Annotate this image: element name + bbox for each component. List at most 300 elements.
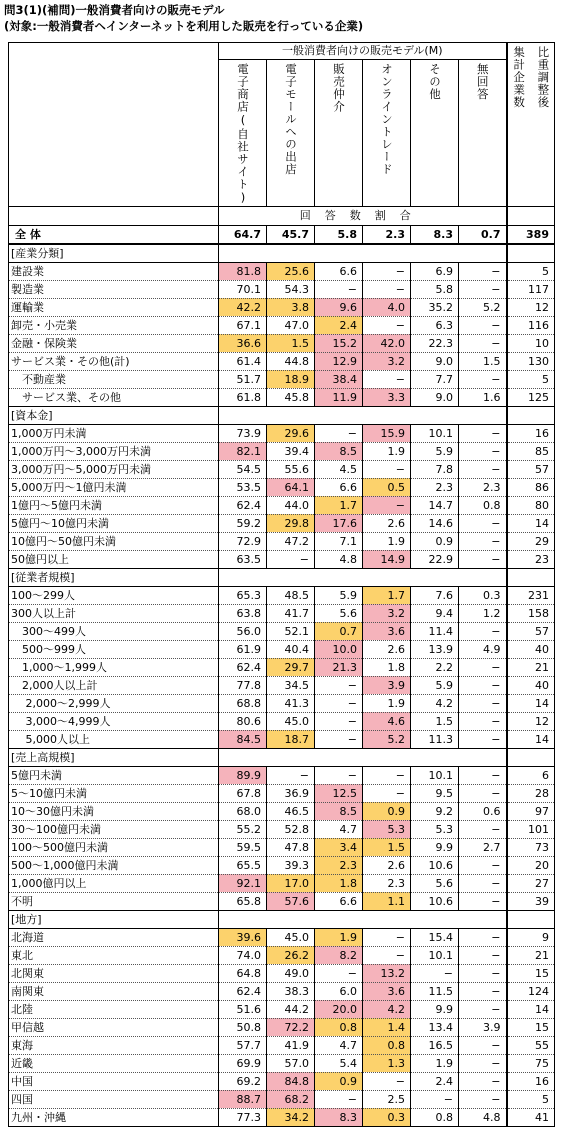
cell-value: 1.5 <box>411 712 459 730</box>
cell-value: 13.2 <box>363 964 411 982</box>
cell-value: − <box>315 964 363 982</box>
cell-count: 21 <box>507 658 555 676</box>
column-header-0 <box>219 60 267 206</box>
cell-value: 45.8 <box>267 388 315 406</box>
cell-value: 2.5 <box>363 1090 411 1108</box>
column-header-label: 販売仲介 <box>332 63 346 113</box>
row-label: 3,000〜4,999人 <box>9 712 219 730</box>
cell-count: 57 <box>507 622 555 640</box>
cell-value: 67.8 <box>219 784 267 802</box>
cell-count: 12 <box>507 712 555 730</box>
cell-value: 57.6 <box>267 892 315 910</box>
row-label: 10〜30億円未満 <box>9 802 219 820</box>
cell-value: 52.1 <box>267 622 315 640</box>
table-row <box>9 640 555 658</box>
cell-value: 7.6 <box>411 586 459 604</box>
cell-count: 130 <box>507 352 555 370</box>
cell-value: − <box>459 370 507 388</box>
data-table <box>8 42 555 1127</box>
cell-count: 27 <box>507 874 555 892</box>
section-blank <box>219 748 507 766</box>
cell-value: 9.0 <box>411 352 459 370</box>
cell-value: 5.9 <box>315 586 363 604</box>
cell-count: 75 <box>507 1054 555 1072</box>
table-row <box>9 1072 555 1090</box>
cell-value: 65.8 <box>219 892 267 910</box>
column-header-label: 電子モールへの出店 <box>284 63 298 176</box>
cell-value: 5.4 <box>315 1054 363 1072</box>
cell-value: 3.2 <box>363 604 411 622</box>
row-label: 1,000万円〜3,000万円未満 <box>9 442 219 460</box>
total-row <box>9 225 555 244</box>
cell-value: 26.2 <box>267 946 315 964</box>
cell-value: 62.4 <box>219 982 267 1000</box>
row-label: 東北 <box>9 946 219 964</box>
cell-value: 0.3 <box>459 586 507 604</box>
row-label: 近畿 <box>9 1054 219 1072</box>
cell-value: 3.9 <box>459 1018 507 1036</box>
cell-value: 61.8 <box>219 388 267 406</box>
cell-value: 0.8 <box>411 1108 459 1126</box>
cell-value: 1.5 <box>363 838 411 856</box>
cell-value: 10.1 <box>411 946 459 964</box>
cell-count: 14 <box>507 694 555 712</box>
cell-value: − <box>411 1090 459 1108</box>
column-header-4 <box>411 60 459 206</box>
cell-value: 1.5 <box>459 352 507 370</box>
cell-value: − <box>459 532 507 550</box>
count-header <box>507 43 555 207</box>
cell-value: 46.5 <box>267 802 315 820</box>
cell-value: 10.6 <box>411 856 459 874</box>
row-label: 500〜999人 <box>9 640 219 658</box>
cell-value: 2.2 <box>411 658 459 676</box>
row-label: 10億円〜50億円未満 <box>9 532 219 550</box>
cell-value: 11.4 <box>411 622 459 640</box>
table-row <box>9 820 555 838</box>
cell-value: − <box>363 316 411 334</box>
row-label: 5億円〜10億円未満 <box>9 514 219 532</box>
table-row <box>9 280 555 298</box>
cell-value: 4.2 <box>363 1000 411 1018</box>
cell-value: 62.4 <box>219 496 267 514</box>
cell-value: 63.8 <box>219 604 267 622</box>
cell-value: 11.9 <box>315 388 363 406</box>
cell-value: 10.1 <box>411 424 459 442</box>
cell-value: − <box>459 1054 507 1072</box>
cell-value: − <box>459 712 507 730</box>
cell-value: − <box>459 856 507 874</box>
cell-count: 86 <box>507 478 555 496</box>
cell-value: 59.5 <box>219 838 267 856</box>
cell-value: − <box>459 766 507 784</box>
cell-value: 5.3 <box>411 820 459 838</box>
cell-value: 4.0 <box>363 298 411 316</box>
table-row <box>9 532 555 550</box>
table-row <box>9 442 555 460</box>
cell-count: 73 <box>507 838 555 856</box>
cell-value: 2.3 <box>315 856 363 874</box>
cell-value: 0.8 <box>459 496 507 514</box>
table-row <box>9 262 555 280</box>
cell-count: 85 <box>507 442 555 460</box>
cell-value: 14.7 <box>411 496 459 514</box>
table-row <box>9 694 555 712</box>
cell-value: 38.4 <box>315 370 363 388</box>
cell-value: 57.7 <box>219 1036 267 1054</box>
cell-value: 2.3 <box>363 874 411 892</box>
cell-value: 80.6 <box>219 712 267 730</box>
row-label: 300人以上計 <box>9 604 219 622</box>
cell-value: 6.0 <box>315 982 363 1000</box>
row-label: サービス業、その他 <box>9 388 219 406</box>
section-title: [従業者規模] <box>9 568 219 586</box>
table-row <box>9 856 555 874</box>
cell-value: − <box>459 730 507 748</box>
cell-value: 1.9 <box>363 694 411 712</box>
cell-value: − <box>411 964 459 982</box>
section-header-row <box>9 748 555 766</box>
answer-ratio-label: 回答数割合 <box>219 206 507 225</box>
cell-value: 0.8 <box>315 1018 363 1036</box>
cell-value: 16.5 <box>411 1036 459 1054</box>
cell-value: 0.3 <box>363 1108 411 1126</box>
column-header-label: その他 <box>428 63 442 101</box>
cell-count: 15 <box>507 964 555 982</box>
table-row <box>9 388 555 406</box>
cell-value: 54.3 <box>267 280 315 298</box>
cell-value: 22.9 <box>411 550 459 568</box>
cell-value: 17.6 <box>315 514 363 532</box>
row-label: 金融・保険業 <box>9 334 219 352</box>
answer-ratio-blank <box>9 206 219 225</box>
row-label: 不明 <box>9 892 219 910</box>
group-header-label: 一般消費者向けの販売モデル(M) <box>219 43 506 60</box>
cell-value: − <box>315 712 363 730</box>
table-row <box>9 874 555 892</box>
cell-value: − <box>459 892 507 910</box>
cell-value: 36.9 <box>267 784 315 802</box>
cell-value: 0.8 <box>363 1036 411 1054</box>
section-blank-count <box>507 244 555 263</box>
cell-count: 12 <box>507 298 555 316</box>
total-value: 5.8 <box>315 225 363 244</box>
page-title: 問3(1)(補問)一般消費者向けの販売モデル <box>4 3 225 17</box>
cell-count: 57 <box>507 460 555 478</box>
cell-value: − <box>459 280 507 298</box>
cell-value: 9.2 <box>411 802 459 820</box>
cell-value: 68.2 <box>267 1090 315 1108</box>
cell-value: − <box>363 460 411 478</box>
cell-count: 9 <box>507 928 555 946</box>
cell-value: − <box>315 676 363 694</box>
cell-value: 64.1 <box>267 478 315 496</box>
cell-value: 72.9 <box>219 532 267 550</box>
cell-value: 63.5 <box>219 550 267 568</box>
cell-value: 34.5 <box>267 676 315 694</box>
cell-value: 44.2 <box>267 1000 315 1018</box>
cell-value: 51.6 <box>219 1000 267 1018</box>
cell-value: − <box>459 694 507 712</box>
column-header-2 <box>315 60 363 206</box>
cell-value: 59.2 <box>219 514 267 532</box>
cell-value: 39.4 <box>267 442 315 460</box>
table-row <box>9 622 555 640</box>
cell-value: 5.2 <box>459 298 507 316</box>
cell-value: 69.2 <box>219 1072 267 1090</box>
section-blank-count <box>507 910 555 928</box>
table-row <box>9 586 555 604</box>
cell-value: − <box>363 496 411 514</box>
count-header-ratio: 比重調整後 <box>536 46 551 109</box>
table-row <box>9 838 555 856</box>
cell-value: − <box>459 424 507 442</box>
cell-value: 8.3 <box>315 1108 363 1126</box>
cell-value: 70.1 <box>219 280 267 298</box>
cell-value: 4.5 <box>315 460 363 478</box>
column-header-label: オンライントレード <box>380 63 394 176</box>
cell-value: 3.6 <box>363 622 411 640</box>
cell-count: 39 <box>507 892 555 910</box>
cell-value: 4.7 <box>315 820 363 838</box>
cell-value: − <box>459 442 507 460</box>
cell-value: − <box>459 460 507 478</box>
cell-value: − <box>315 730 363 748</box>
cell-count: 29 <box>507 532 555 550</box>
cell-count: 14 <box>507 514 555 532</box>
cell-value: − <box>459 928 507 946</box>
cell-value: 1.8 <box>363 658 411 676</box>
cell-value: 2.3 <box>411 478 459 496</box>
cell-value: 42.2 <box>219 298 267 316</box>
cell-value: 2.6 <box>363 640 411 658</box>
section-title: [地方] <box>9 910 219 928</box>
header-row <box>9 43 555 61</box>
cell-value: 77.3 <box>219 1108 267 1126</box>
cell-value: 41.3 <box>267 694 315 712</box>
cell-value: 47.0 <box>267 316 315 334</box>
cell-value: 10.0 <box>315 640 363 658</box>
cell-value: 51.7 <box>219 370 267 388</box>
cell-value: 13.4 <box>411 1018 459 1036</box>
section-blank <box>219 910 507 928</box>
table-row <box>9 946 555 964</box>
cell-value: − <box>459 550 507 568</box>
cell-value: − <box>459 982 507 1000</box>
row-label: 50億円以上 <box>9 550 219 568</box>
table-row <box>9 1036 555 1054</box>
table-row <box>9 982 555 1000</box>
total-value: 8.3 <box>411 225 459 244</box>
cell-value: 1.9 <box>363 442 411 460</box>
section-blank <box>219 406 507 424</box>
section-header-row <box>9 406 555 424</box>
table-row <box>9 784 555 802</box>
cell-value: 18.9 <box>267 370 315 388</box>
cell-value: 61.4 <box>219 352 267 370</box>
cell-value: 1.9 <box>315 928 363 946</box>
cell-value: 15.2 <box>315 334 363 352</box>
cell-value: − <box>363 946 411 964</box>
cell-value: 3.2 <box>363 352 411 370</box>
cell-count: 5 <box>507 262 555 280</box>
table-row <box>9 550 555 568</box>
cell-count: 6 <box>507 766 555 784</box>
cell-value: 6.6 <box>315 892 363 910</box>
cell-value: − <box>459 1090 507 1108</box>
row-label: 南関東 <box>9 982 219 1000</box>
section-blank <box>219 568 507 586</box>
total-value: 0.7 <box>459 225 507 244</box>
cell-value: 5.6 <box>315 604 363 622</box>
cell-value: 2.6 <box>363 514 411 532</box>
cell-value: 7.8 <box>411 460 459 478</box>
cell-value: 1.8 <box>315 874 363 892</box>
column-header-label: 電子商店(自社サイト) <box>236 63 250 206</box>
cell-value: − <box>363 370 411 388</box>
cell-value: 53.5 <box>219 478 267 496</box>
cell-value: 1.6 <box>459 388 507 406</box>
cell-value: 1.7 <box>315 496 363 514</box>
table-row <box>9 712 555 730</box>
cell-value: 12.5 <box>315 784 363 802</box>
cell-value: 1.9 <box>363 532 411 550</box>
row-label: 30〜100億円未満 <box>9 820 219 838</box>
row-label: 3,000万円〜5,000万円未満 <box>9 460 219 478</box>
cell-count: 5 <box>507 1090 555 1108</box>
group-header <box>219 43 507 61</box>
cell-value: 12.9 <box>315 352 363 370</box>
cell-value: 65.3 <box>219 586 267 604</box>
row-label: 5,000人以上 <box>9 730 219 748</box>
cell-value: 2.6 <box>363 856 411 874</box>
cell-value: 62.4 <box>219 658 267 676</box>
cell-value: 2.4 <box>411 1072 459 1090</box>
cell-value: 3.3 <box>363 388 411 406</box>
cell-value: − <box>459 334 507 352</box>
table-row <box>9 370 555 388</box>
cell-value: 49.0 <box>267 964 315 982</box>
table-row <box>9 604 555 622</box>
cell-value: 3.8 <box>267 298 315 316</box>
table-row <box>9 496 555 514</box>
cell-value: 0.9 <box>411 532 459 550</box>
cell-count: 21 <box>507 946 555 964</box>
cell-value: 39.3 <box>267 856 315 874</box>
cell-value: 11.5 <box>411 982 459 1000</box>
row-label: 100〜299人 <box>9 586 219 604</box>
table-row <box>9 334 555 352</box>
table-row <box>9 298 555 316</box>
title-block <box>4 2 363 34</box>
cell-count: 10 <box>507 334 555 352</box>
cell-value: 9.4 <box>411 604 459 622</box>
cell-value: − <box>363 280 411 298</box>
total-value: 64.7 <box>219 225 267 244</box>
cell-value: − <box>459 784 507 802</box>
cell-count: 16 <box>507 1072 555 1090</box>
cell-value: 84.8 <box>267 1072 315 1090</box>
cell-value: − <box>459 964 507 982</box>
section-blank <box>219 244 507 263</box>
cell-value: 41.9 <box>267 1036 315 1054</box>
cell-count: 41 <box>507 1108 555 1126</box>
section-blank-count <box>507 406 555 424</box>
cell-value: − <box>363 928 411 946</box>
total-value: 45.7 <box>267 225 315 244</box>
table-row <box>9 1054 555 1072</box>
cell-value: 5.9 <box>411 676 459 694</box>
table-row <box>9 478 555 496</box>
column-header-1 <box>267 60 315 206</box>
cell-value: 7.1 <box>315 532 363 550</box>
cell-count: 23 <box>507 550 555 568</box>
cell-value: − <box>459 1000 507 1018</box>
row-label: 卸売・小売業 <box>9 316 219 334</box>
cell-value: 77.8 <box>219 676 267 694</box>
cell-value: 15.4 <box>411 928 459 946</box>
cell-count: 158 <box>507 604 555 622</box>
cell-value: 69.9 <box>219 1054 267 1072</box>
cell-value: − <box>459 658 507 676</box>
cell-value: − <box>459 874 507 892</box>
cell-value: 1.2 <box>459 604 507 622</box>
cell-value: 11.3 <box>411 730 459 748</box>
cell-count: 40 <box>507 676 555 694</box>
row-label: 500〜1,000億円未満 <box>9 856 219 874</box>
cell-value: 0.5 <box>363 478 411 496</box>
cell-value: 64.8 <box>219 964 267 982</box>
section-header-row <box>9 910 555 928</box>
table-row <box>9 928 555 946</box>
cell-count: 40 <box>507 640 555 658</box>
cell-count: 231 <box>507 586 555 604</box>
cell-count: 20 <box>507 856 555 874</box>
cell-value: 39.6 <box>219 928 267 946</box>
column-header-5 <box>459 60 507 206</box>
cell-value: − <box>459 676 507 694</box>
cell-value: 29.8 <box>267 514 315 532</box>
table-row <box>9 1018 555 1036</box>
cell-value: − <box>315 1090 363 1108</box>
row-label: 不動産業 <box>9 370 219 388</box>
cell-value: 1.7 <box>363 586 411 604</box>
cell-value: 22.3 <box>411 334 459 352</box>
cell-count: 16 <box>507 424 555 442</box>
cell-value: 9.9 <box>411 1000 459 1018</box>
row-label: 1,000〜1,999人 <box>9 658 219 676</box>
cell-value: 6.9 <box>411 262 459 280</box>
cell-value: 6.3 <box>411 316 459 334</box>
cell-value: 89.9 <box>219 766 267 784</box>
row-label: 東海 <box>9 1036 219 1054</box>
cell-value: 4.8 <box>315 550 363 568</box>
cell-value: − <box>315 766 363 784</box>
cell-value: − <box>363 766 411 784</box>
cell-value: 3.9 <box>363 676 411 694</box>
cell-value: 5.6 <box>411 874 459 892</box>
cell-value: 54.5 <box>219 460 267 478</box>
cell-value: 44.0 <box>267 496 315 514</box>
cell-count: 14 <box>507 730 555 748</box>
cell-value: 4.7 <box>315 1036 363 1054</box>
cell-value: 72.2 <box>267 1018 315 1036</box>
cell-value: − <box>459 316 507 334</box>
row-label: 5億円未満 <box>9 766 219 784</box>
cell-value: 41.7 <box>267 604 315 622</box>
cell-count: 5 <box>507 370 555 388</box>
cell-value: 4.2 <box>411 694 459 712</box>
